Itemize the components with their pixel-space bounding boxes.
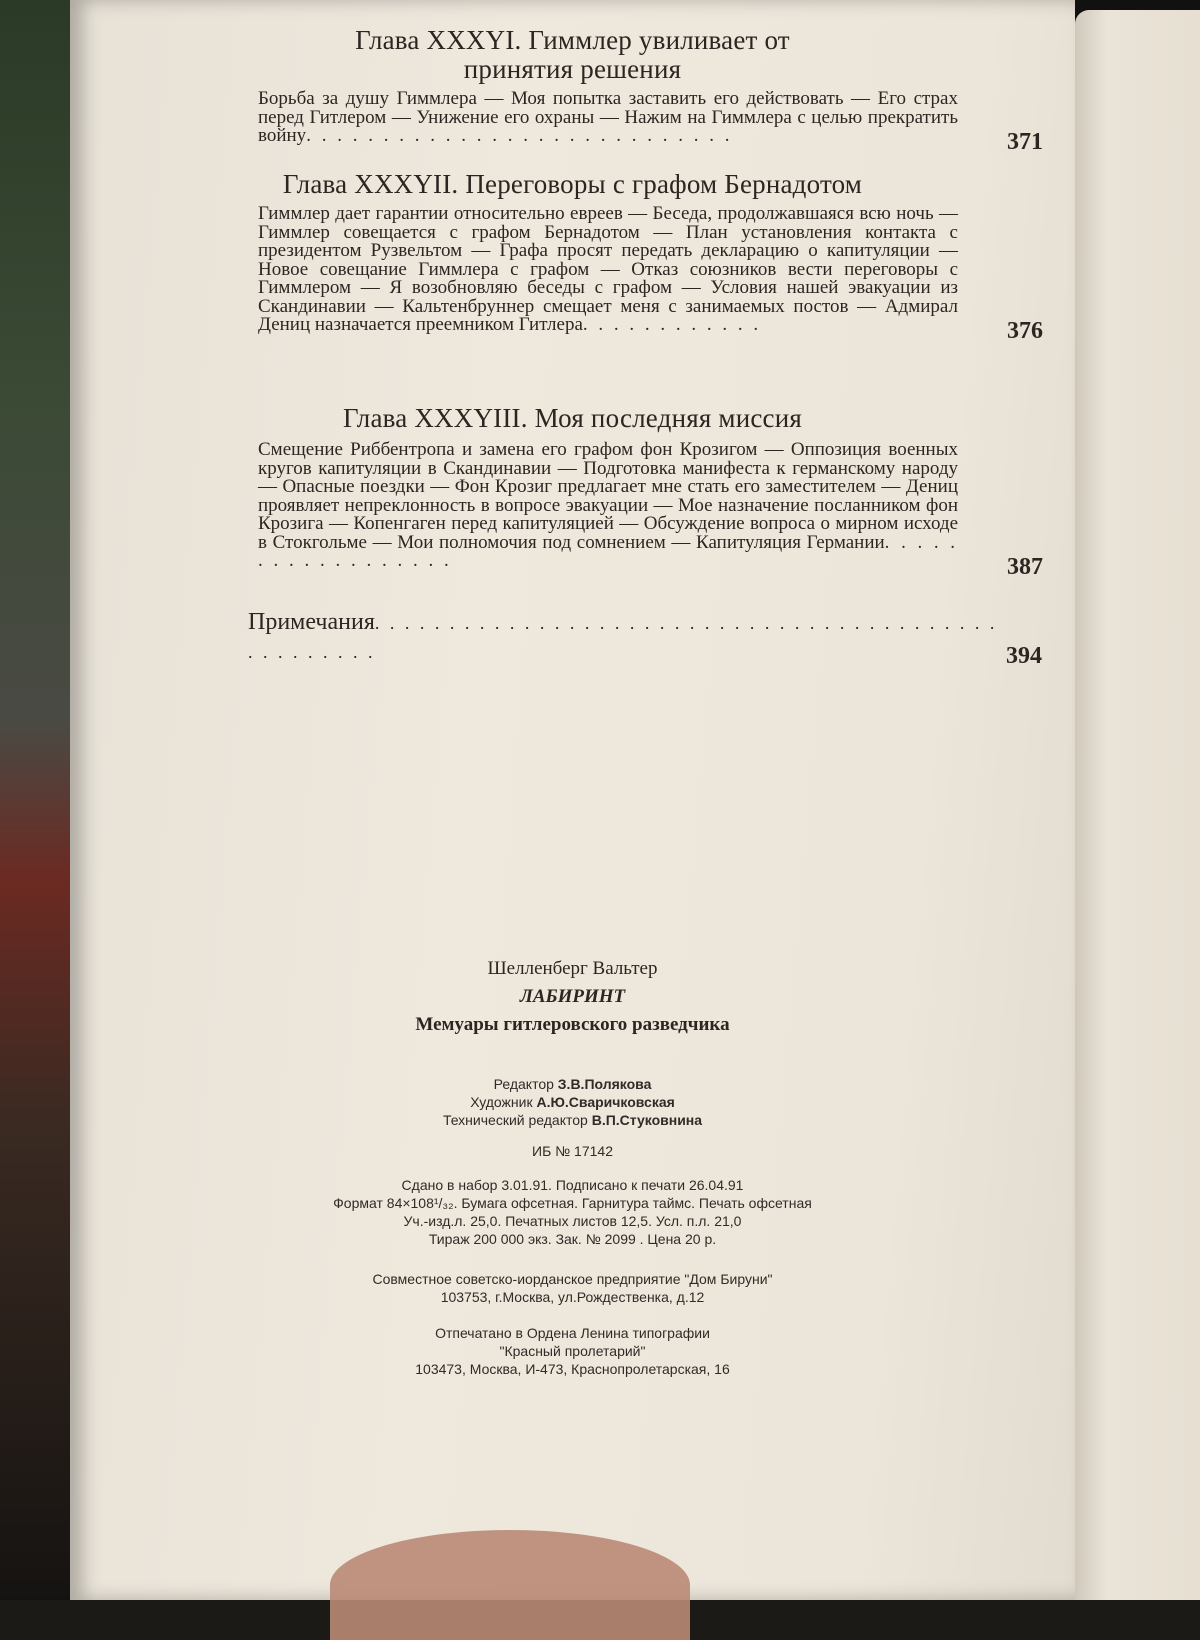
publisher-name: Совместное советско-иорданское предприятие "Дом Бируни" (372, 1271, 773, 1287)
publisher (70, 1270, 1075, 1306)
dot-leader: . . . . . . . . . . . . . . . . . . . . . . . . . . . . (306, 125, 733, 146)
chapter-summary-text: Гиммлер дает гарантии относительно евреев — Беседа, продолжавшаяся всю ночь — Гиммлер совещается с графом Бернадотом — План установления контакта с президентом Рузвельтом — Графа просят передать декларацию о капитуляции — Новое совещание Гиммлера с графом — Отказ союзников вести переговоры с Гиммлером — Я возобновляю беседы с графом — Условия нашей эвакуации из Скандинавии — Кальтенбруннер смещает меня с занимаемых постов — Адмирал Дениц назначается преемником Гитлера (258, 203, 958, 335)
book-title: ЛАБИРИНТ (519, 986, 626, 1007)
printer (70, 1324, 1075, 1378)
thumb (330, 1530, 690, 1640)
typeset-dates: Сдано в набор 3.01.91. Подписано к печати 26.04.91 (401, 1177, 744, 1193)
notes-title: Примечания (248, 609, 375, 635)
dot-leader: . . . . . . . . . . . . . . . . . . (258, 531, 958, 571)
page-number: 371 (1007, 129, 1043, 155)
tech-editor-label: Технический редактор (442, 1112, 588, 1128)
editor-name: З.В.Полякова (557, 1076, 652, 1092)
chapter-summary (258, 439, 1043, 580)
adjacent-page-edge (1075, 10, 1200, 1600)
chapter-title: Глава XXXYII. Переговоры с графом Бернадотом (282, 169, 863, 199)
book-subtitle: Мемуары гитлеровского разведчика (415, 1014, 730, 1035)
author-name: Шелленберг Вальтер (487, 958, 658, 979)
credits (70, 1075, 1075, 1129)
editor-label: Редактор (493, 1076, 554, 1092)
dot-leader: . . . . . . . . . . . . . . . . . . . . . . . . . . . . . . . . . . . . . . . . . . . . . . . . . . . (248, 613, 998, 662)
toc-notes (248, 608, 1042, 669)
publisher-address: 103753, г.Москва, ул.Рождественка, д.12 (440, 1289, 705, 1305)
sheets-line: Уч.-изд.л. 25,0. Печатных листов 12,5. Усл. п.л. 21,0 (403, 1213, 742, 1229)
ib-number: ИБ № 17142 (532, 1143, 613, 1159)
format-line: Формат 84×108¹/₃₂. Бумага офсетная. Гарнитура таймс. Печать офсетная (333, 1195, 812, 1211)
tech-editor-line (70, 1111, 1075, 1129)
printer-address: 103473, Москва, И-473, Краснопролетарская, 16 (415, 1361, 730, 1377)
print-run-line: Тираж 200 000 экз. Зак. № 2099 . Цена 20 р. (428, 1231, 717, 1247)
toc-chapter-36 (70, 25, 1075, 155)
chapter-summary-text: Смещение Риббентропа и замена его графом фон Крозигом — Оппозиция военных кругов капитуляции в Скандинавии — Подготовка манифеста к германскому народу — Опасные поездки — Фон Крозиг предлагает мне стать его заместителем — Дениц проявляет непреклонность в вопросе эвакуации — Мое назначение посланником фон Крозига — Копенгаген перед капитуляцией — Обсуждение вопроса о мирном исходе в Стокгольме — Мои полномочия под сомнением — Капитуляция Германии (258, 439, 958, 553)
printer-name: "Красный пролетарий" (499, 1343, 646, 1359)
artist-label: Художник (470, 1094, 533, 1110)
chapter-summary-text: Борьба за душу Гиммлера — Моя попытка заставить его действовать — Его страх перед Гитлером — Унижение его охраны — Нажим на Гиммлера с целью прекратить войну (258, 88, 958, 146)
page-number: 376 (1007, 318, 1043, 344)
artist-name: А.Ю.Сваричковская (536, 1094, 675, 1110)
dot-leader: . . . . . . . . . . . . (582, 314, 762, 335)
page-number: 394 (1006, 643, 1042, 669)
artist-line (70, 1093, 1075, 1111)
tech-editor-name: В.П.Стуковнина (591, 1112, 703, 1128)
chapter-summary (258, 203, 1043, 344)
book-page (70, 0, 1075, 1600)
printer-line: Отпечатано в Ордена Ленина типографии (435, 1325, 710, 1341)
toc-chapter-37 (70, 169, 1075, 344)
print-specs (70, 1176, 1075, 1248)
chapter-title: Глава XXXYIII. Моя последняя миссия (343, 403, 802, 433)
chapter-title: Глава XXXYI. Гиммлер увиливает от принятия решения (355, 25, 790, 84)
page-number: 387 (1007, 554, 1043, 580)
toc-chapter-38 (70, 403, 1075, 580)
chapter-summary (258, 88, 1043, 155)
editor-line (70, 1075, 1075, 1093)
